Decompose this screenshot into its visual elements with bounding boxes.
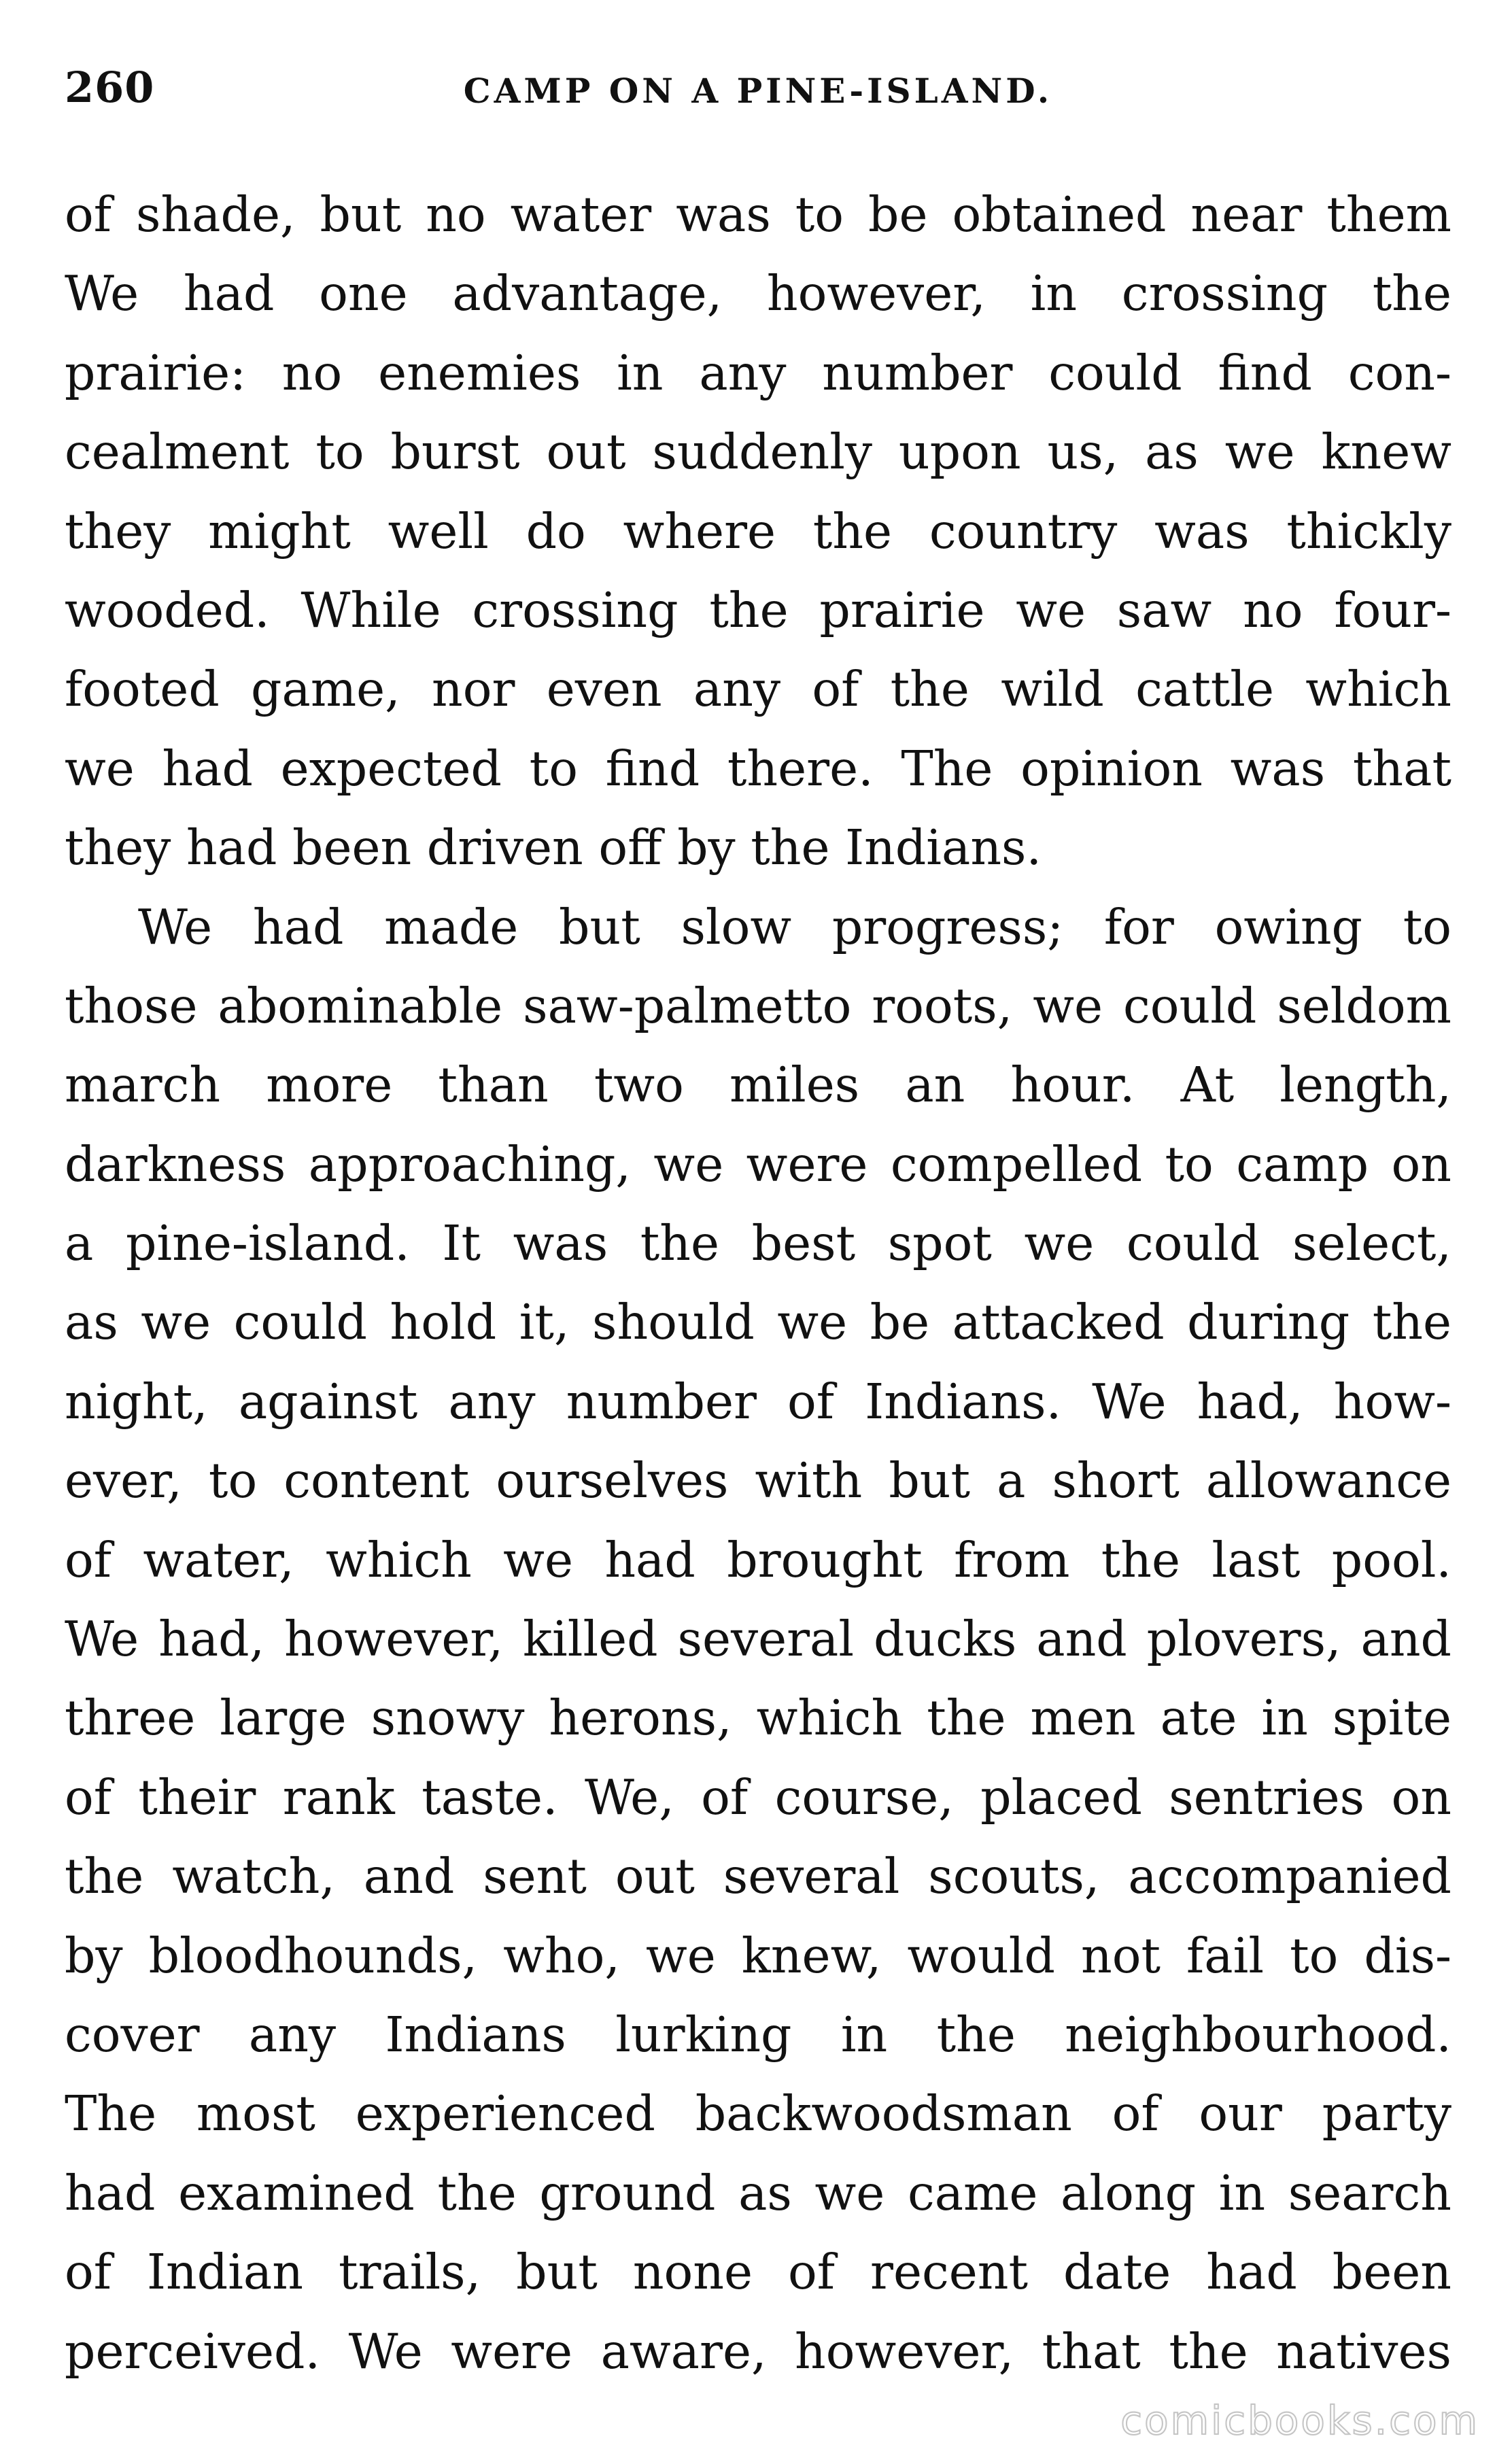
text-line: darkness approaching, we were compelled to camp on [65, 1135, 1451, 1193]
watermark: comicbooks.com [1120, 2397, 1479, 2444]
text-line: they had been driven off by the Indians. [65, 819, 1042, 876]
text-line: they might well do where the country was thickly [65, 502, 1451, 560]
text-line: We had one advantage, however, in crossing the [65, 265, 1451, 322]
text-line: We had, however, killed several ducks and plovers, and [65, 1611, 1451, 1668]
text-line: perceived. We were aware, however, that the natives [65, 2323, 1451, 2380]
text-line: The most experienced backwoodsman of our party [65, 2085, 1451, 2142]
text-line: wooded. While crossing the prairie we saw no four- [65, 581, 1451, 638]
page-number: 260 [65, 63, 155, 112]
text-line: cealment to burst out suddenly upon us, as we knew [65, 424, 1451, 481]
body-text [65, 175, 1451, 2391]
text-line: as we could hold it, should we be attacked during the [65, 1294, 1451, 1351]
running-head [65, 63, 1451, 124]
text-line: night, against any number of Indians. We had, how- [65, 1373, 1451, 1430]
text-line: had examined the ground as we came along in search [65, 2164, 1451, 2221]
paragraph-2 [65, 888, 1451, 2391]
text-line: of water, which we had brought from the last pool. [65, 1531, 1451, 1588]
text-line: by bloodhounds, who, we knew, would not fail to dis- [65, 1927, 1451, 1984]
text-line: of shade, but no water was to be obtained near them [65, 186, 1451, 243]
text-line: We had made but slow progress; for owing to [138, 898, 1451, 955]
text-line: cover any Indians lurking in the neighbourhood. [65, 2006, 1451, 2063]
text-line: the watch, and sent out several scouts, accompanied [65, 1848, 1451, 1905]
text-line: footed game, nor even any of the wild cattle which [65, 661, 1451, 718]
text-line: we had expected to find there. The opinion was that [65, 740, 1451, 797]
text-line: march more than two miles an hour. At length, [65, 1057, 1451, 1114]
text-line: those abominable saw-palmetto roots, we could seldom [65, 977, 1451, 1034]
running-title: CAMP ON A PINE-ISLAND. [463, 71, 1053, 111]
text-line: prairie: no enemies in any number could find con- [65, 344, 1451, 401]
text-line: a pine-island. It was the best spot we could select, [65, 1215, 1451, 1272]
text-line: of Indian trails, but none of recent date had been [65, 2244, 1451, 2301]
text-line: of their rank taste. We, of course, placed sentries on [65, 1768, 1451, 1826]
text-line: ever, to content ourselves with but a short allowance [65, 1452, 1451, 1509]
paragraph-1 [65, 175, 1451, 888]
text-line: three large snowy herons, which the men ate in spite [65, 1690, 1451, 1747]
